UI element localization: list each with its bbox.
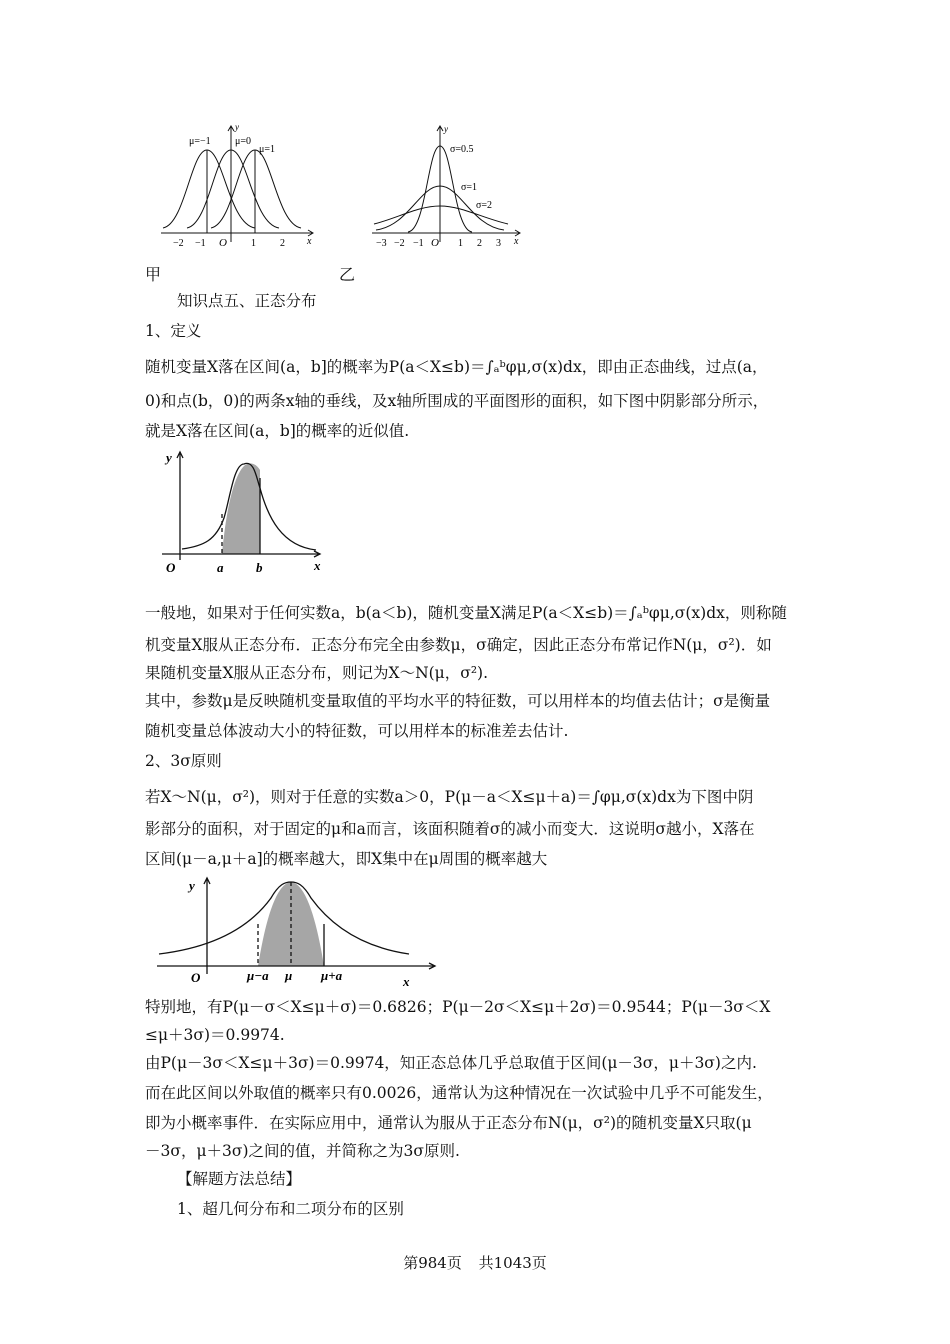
- paragraph-line: 即为小概率事件．在实际应用中，通常认为服从于正态分布N(μ，σ²)的随机变量X只取(μ: [145, 1114, 752, 1132]
- yi-axis-y: y: [444, 124, 448, 134]
- jia-tick: 1: [251, 238, 256, 249]
- jia-label-mu0: μ=0: [235, 136, 252, 147]
- fig-mu-axis-x: x: [403, 974, 410, 989]
- yi-tick: 3: [496, 238, 501, 249]
- paragraph-line: 特别地，有P(μ－σ＜X≤μ＋σ)＝0.6826；P(μ－2σ＜X≤μ＋2σ)＝0.9544；P(μ－3σ＜X: [145, 998, 771, 1016]
- yi-axis-x: x: [514, 236, 519, 247]
- fig-ab-origin: O: [166, 560, 176, 575]
- fig-ab-axis-x: x: [314, 558, 321, 573]
- jia-label-mu1: μ=1: [259, 144, 276, 155]
- paragraph-line: 影部分的面积，对于固定的μ和a而言，该面积随着σ的减小而变大．这说明σ越小，X落在: [145, 820, 755, 838]
- fig-ab-tick-a: a: [217, 560, 224, 575]
- paragraph-line: 若X～N(μ，σ²)，则对于任意的实数a＞0，P(μ－a＜X≤μ＋a)＝∫φμ,σ(x)dx为下图中阴: [145, 788, 754, 806]
- jia-axis-x: x: [307, 236, 312, 247]
- page-total: 共1043页: [478, 1254, 547, 1272]
- paragraph-line: 随机变量总体波动大小的特征数，可以用样本的标准差去估计.: [145, 722, 569, 740]
- fig-mu-axis-y: y: [189, 878, 195, 893]
- yi-tick: 2: [477, 238, 482, 249]
- paragraph-line: 就是X落在区间(a，b]的概率的近似值.: [145, 422, 410, 440]
- paragraph-line: 机变量X服从正态分布．正态分布完全由参数μ，σ确定，因此正态分布常记作N(μ，σ²)．如: [145, 636, 772, 654]
- jia-origin: O: [219, 237, 227, 249]
- fig-ab-tick-b: b: [256, 560, 263, 575]
- paragraph-line: 由P(μ－3σ＜X≤μ＋3σ)＝0.9974，知正态总体几乎总取值于区间(μ－3σ，μ＋3σ)之内.: [145, 1054, 757, 1072]
- paragraph-line: 0)和点(b，0)的两条x轴的垂线，及x轴所围成的平面图形的面积，如下图中阴影部分所示，: [145, 392, 769, 410]
- paragraph-line: 而在此区间以外取值的概率只有0.0026，通常认为这种情况在一次试验中几乎不可能发生，: [145, 1084, 773, 1102]
- yi-label-sigma2: σ=2: [476, 200, 493, 211]
- subsection-title: 1、超几何分布和二项分布的区别: [177, 1200, 404, 1218]
- paragraph-line: ≤μ＋3σ)＝0.9974.: [145, 1026, 285, 1044]
- jia-label-mu-neg1: μ=−1: [189, 136, 211, 147]
- caption-yi: 乙: [339, 265, 356, 284]
- fig-mu-tick-right: μ+a: [321, 968, 343, 983]
- section-2-title: 2、3σ原则: [145, 752, 222, 770]
- section-1-title: 1、定义: [145, 322, 202, 340]
- jia-tick: −1: [195, 238, 206, 249]
- yi-label-sigma1: σ=1: [461, 182, 478, 193]
- paragraph-line: 区间(μ－a,μ＋a]的概率越大，即X集中在μ周围的概率越大: [145, 850, 548, 868]
- fig-mu-origin: O: [191, 970, 201, 985]
- jia-tick: −2: [173, 238, 184, 249]
- fig-ab-axis-y: y: [166, 450, 172, 465]
- figure-shaded-area-mu: [155, 874, 440, 992]
- yi-label-sigma05: σ=0.5: [450, 144, 474, 155]
- paragraph-line: －3σ，μ＋3σ)之间的值，并简称之为3σ原则.: [145, 1142, 460, 1160]
- yi-tick: −3: [376, 238, 387, 249]
- jia-axis-y: y: [235, 122, 239, 132]
- page-footer: [0, 1252, 950, 1273]
- section-heading: 知识点五、正态分布: [177, 292, 317, 310]
- yi-tick: −2: [394, 238, 405, 249]
- paragraph-line: 一般地，如果对于任何实数a，b(a＜b)，随机变量X满足P(a＜X≤b)＝∫ₐᵇφμ,σ(x)dx，则称随: [145, 604, 787, 622]
- fig-mu-tick-left: μ−a: [247, 968, 269, 983]
- figure-jia-normal-curves-mu: [155, 120, 330, 250]
- fig-mu-tick-mid: μ: [285, 968, 293, 983]
- summary-heading: 【解题方法总结】: [177, 1170, 302, 1188]
- paragraph-line: 随机变量X落在区间(a，b]的概率为P(a＜X≤b)＝∫ₐᵇφμ,σ(x)dx，即由正态曲线，过点(a，: [145, 358, 768, 376]
- paragraph-line: 其中，参数μ是反映随机变量取值的平均水平的特征数，可以用样本的均值去估计；σ是衡量: [145, 692, 771, 710]
- figure-yi-normal-curves-sigma: [368, 122, 528, 250]
- yi-tick: −1: [413, 238, 424, 249]
- yi-tick: 1: [458, 238, 463, 249]
- yi-origin: O: [431, 237, 439, 249]
- jia-tick: 2: [280, 238, 285, 249]
- paragraph-line: 果随机变量X服从正态分布，则记为X～N(μ，σ²).: [145, 664, 489, 682]
- caption-jia: 甲: [145, 265, 162, 284]
- figure-shaded-area-a-b: [160, 448, 340, 578]
- page-number: 第984页: [403, 1254, 462, 1272]
